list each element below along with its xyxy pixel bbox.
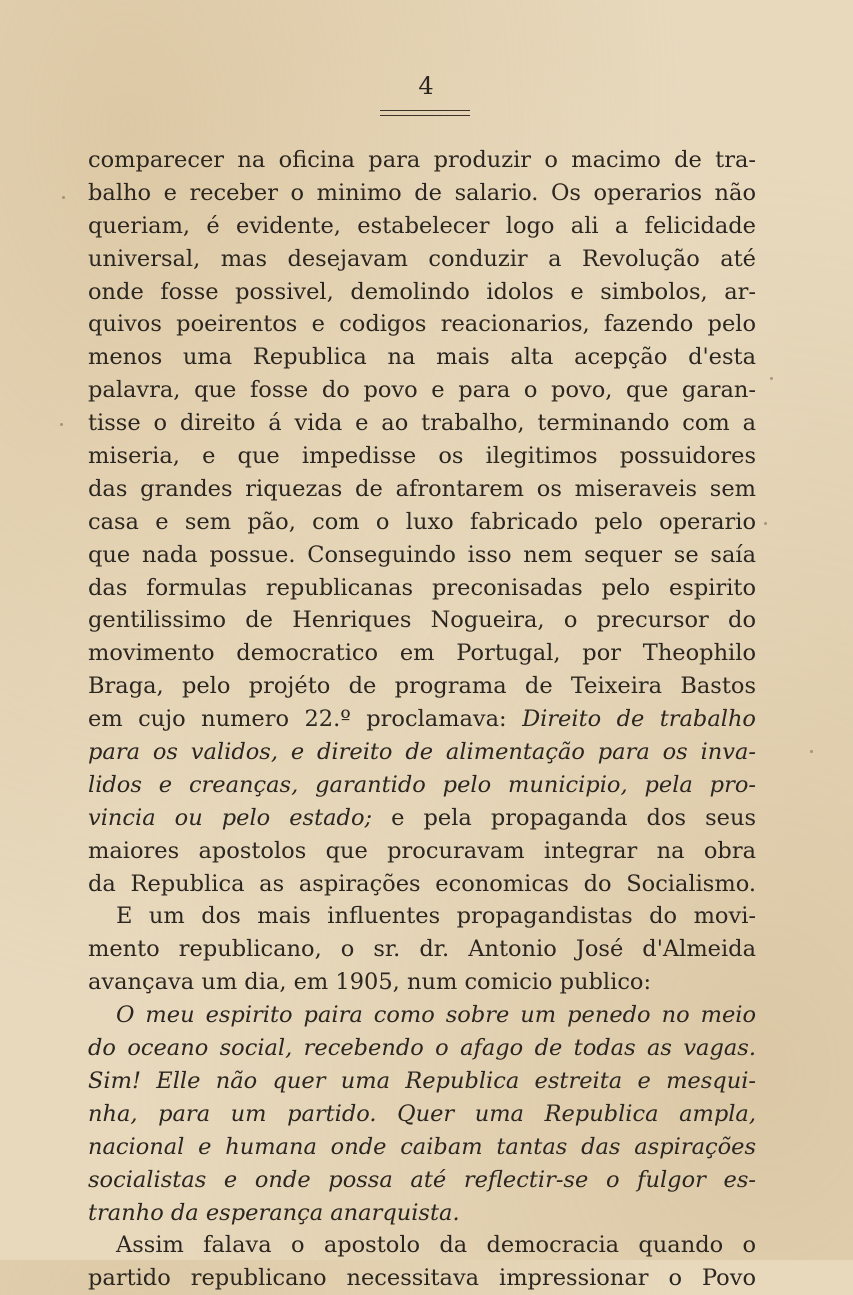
text-line bbox=[88, 1229, 756, 1262]
text-segment: gentilissimo de Henriques Nogueira, o precursor do bbox=[88, 607, 756, 634]
italic-text: do oceano social, recebendo o afago de todas as vagas. bbox=[88, 1035, 756, 1062]
text-line bbox=[88, 736, 756, 769]
text-line bbox=[88, 1131, 756, 1164]
text-line bbox=[88, 243, 756, 276]
text-segment: quivos poeirentos e codigos reacionarios, fazendo pelo bbox=[88, 311, 756, 338]
text-segment: Assim falava o apostolo da democracia quando o bbox=[116, 1232, 756, 1259]
paper-speck bbox=[770, 377, 773, 380]
text-segment: menos uma Republica na mais alta acepção d'esta bbox=[88, 344, 756, 371]
text-line bbox=[88, 210, 756, 243]
text-line bbox=[88, 374, 756, 407]
paper-speck bbox=[62, 196, 65, 199]
text-line bbox=[88, 900, 756, 933]
text-segment: da Republica as aspirações economicas do Socialismo. bbox=[88, 870, 756, 897]
text-segment: Braga, pelo projéto de programa de Teixeira Bastos bbox=[88, 673, 756, 700]
text-segment: miseria, e que impedisse os ilegitimos possuidores bbox=[88, 443, 756, 470]
text-line bbox=[88, 276, 756, 309]
text-line bbox=[88, 506, 756, 539]
text-line bbox=[88, 1164, 756, 1197]
text-line bbox=[88, 1197, 756, 1230]
text-line bbox=[88, 604, 756, 637]
italic-text: lidos e creanças, garantido pelo municipio, pela pro- bbox=[88, 771, 756, 798]
text-line bbox=[88, 703, 756, 736]
text-segment: balho e receber o minimo de salario. Os operarios não bbox=[88, 179, 756, 206]
text-line bbox=[88, 1098, 756, 1131]
text-segment: palavra, que fosse do povo e para o povo, que garan- bbox=[88, 377, 756, 404]
italic-text: O meu espirito paira como sobre um penedo no meio bbox=[116, 1002, 756, 1029]
header-rule bbox=[380, 110, 470, 116]
text-segment: que nada possue. Conseguindo isso nem sequer se saía bbox=[88, 541, 756, 568]
text-segment: maiores apostolos que procuravam integrar na obra bbox=[88, 837, 756, 864]
text-segment: onde fosse possivel, demolindo idolos e simbolos, ar- bbox=[88, 278, 756, 305]
text-line bbox=[88, 539, 756, 572]
text-segment: avançava um dia, em 1905, num comicio publico: bbox=[88, 969, 652, 996]
text-line bbox=[88, 966, 756, 999]
italic-text: Direito de trabalho bbox=[522, 706, 756, 733]
italic-text: para os validos, e direito de alimentação para os inva- bbox=[88, 739, 756, 766]
paper-speck bbox=[60, 423, 63, 426]
italic-text: socialistas e onde possa até reflectir-se o fulgor es- bbox=[88, 1166, 756, 1193]
text-line bbox=[88, 802, 756, 835]
body-text bbox=[88, 144, 756, 1295]
page-number: 4 bbox=[418, 72, 435, 100]
text-line bbox=[88, 308, 756, 341]
text-line bbox=[88, 670, 756, 703]
text-line bbox=[88, 1065, 756, 1098]
text-segment: tisse o direito á vida e ao trabalho, terminando com a bbox=[88, 410, 756, 437]
text-segment: partido republicano necessitava impressionar o Povo bbox=[88, 1265, 756, 1292]
text-line bbox=[88, 407, 756, 440]
text-segment: em cujo numero 22.º proclamava: bbox=[88, 706, 523, 733]
text-line bbox=[88, 1262, 756, 1295]
text-line bbox=[88, 440, 756, 473]
paper-speck bbox=[764, 522, 767, 525]
text-segment: comparecer na oficina para produzir o macimo de tra- bbox=[88, 147, 756, 173]
text-segment: casa e sem pão, com o luxo fabricado pelo operario bbox=[88, 508, 756, 535]
text-segment: E um dos mais influentes propagandistas do movi- bbox=[116, 903, 756, 930]
text-line bbox=[88, 933, 756, 966]
text-line bbox=[88, 341, 756, 374]
text-segment: e pela propaganda dos seus bbox=[372, 804, 756, 831]
text-segment: mento republicano, o sr. dr. Antonio José d'Almeida bbox=[88, 936, 756, 963]
text-line bbox=[88, 1032, 756, 1065]
text-line bbox=[88, 868, 756, 901]
text-segment: queriam, é evidente, estabelecer logo ali a felicidade bbox=[88, 212, 756, 239]
text-line bbox=[88, 177, 756, 210]
text-segment: movimento democratico em Portugal, por Theophilo bbox=[88, 640, 756, 667]
italic-text: Sim! Elle não quer uma Republica estreita e mesqui- bbox=[88, 1067, 756, 1094]
text-segment: das formulas republicanas preconisadas pelo espirito bbox=[88, 574, 756, 601]
text-line bbox=[88, 999, 756, 1032]
italic-text: nha, para um partido. Quer uma Republica ampla, bbox=[88, 1100, 756, 1127]
italic-text: tranho da esperança anarquista. bbox=[88, 1199, 460, 1226]
paper-speck bbox=[810, 750, 813, 753]
italic-text: vincia ou pelo estado; bbox=[88, 804, 373, 831]
text-line bbox=[88, 473, 756, 506]
text-segment: universal, mas desejavam conduzir a Revolução até bbox=[88, 245, 756, 272]
italic-text: nacional e humana onde caibam tantas das aspirações bbox=[88, 1133, 756, 1160]
text-line bbox=[88, 835, 756, 868]
text-line bbox=[88, 637, 756, 670]
text-segment: das grandes riquezas de afrontarem os miseraveis sem bbox=[88, 475, 756, 502]
text-line bbox=[88, 144, 756, 177]
text-line bbox=[88, 572, 756, 605]
text-line bbox=[88, 769, 756, 802]
